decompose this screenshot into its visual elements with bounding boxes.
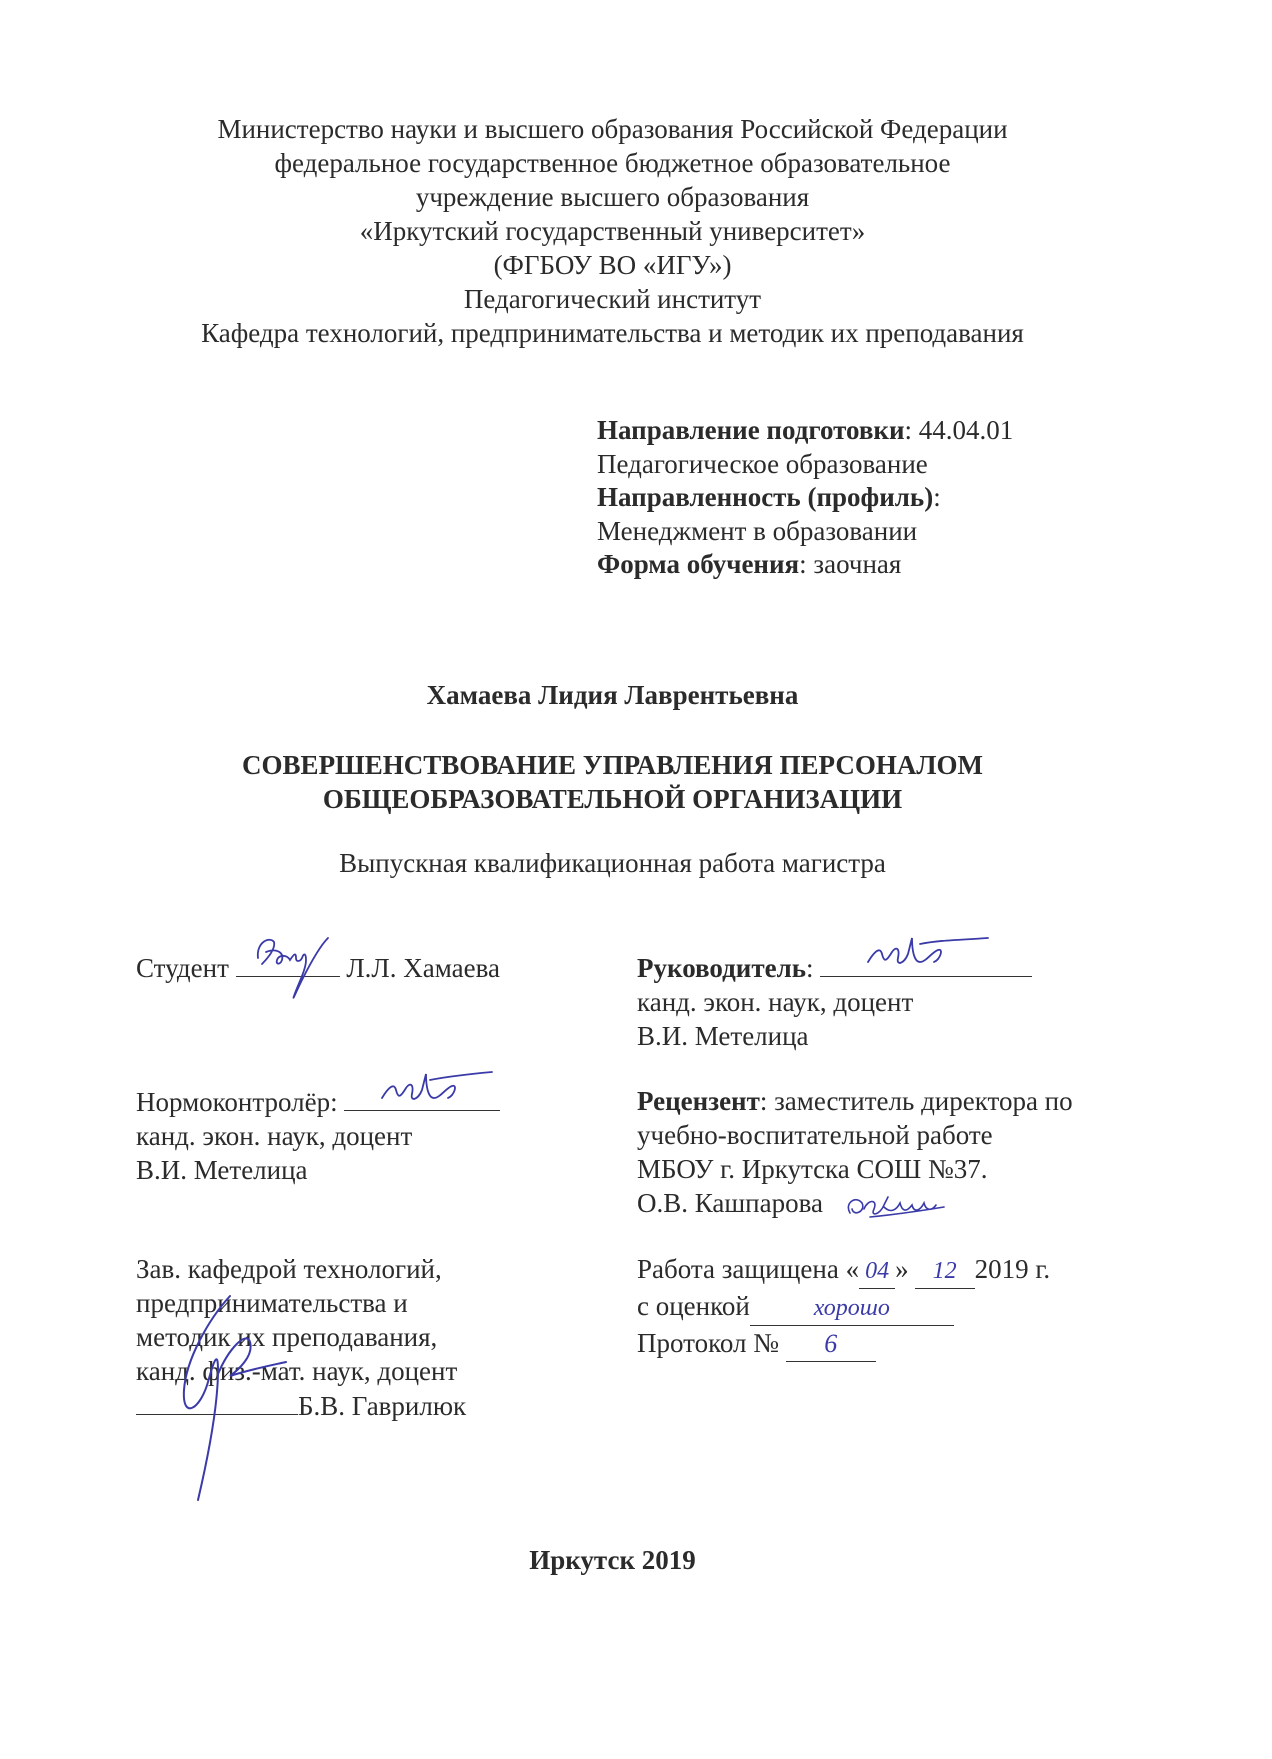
institution-type-line: федеральное государственное бюджетное образовательное <box>274 148 951 178</box>
reviewer-block <box>637 1084 1073 1223</box>
direction-code: : 44.04.01 <box>904 415 1014 445</box>
form-label: Форма обучения <box>597 549 800 579</box>
reviewer-row <box>637 1084 1073 1118</box>
protocol-label: Протокол № <box>637 1328 779 1358</box>
defense-date-row <box>637 1252 1050 1289</box>
head-line-4: канд. физ.-мат. наук, доцент <box>136 1356 458 1386</box>
profile-colon: : <box>933 482 941 512</box>
university-name: «Иркутский государственный университет» <box>359 216 866 246</box>
defense-block <box>637 1252 1050 1362</box>
head-line-2: предпринимательства и <box>136 1288 408 1318</box>
supervisor-label: Руководитель <box>637 953 807 983</box>
student-signature-line <box>236 950 340 977</box>
head-signature <box>168 1290 308 1510</box>
student-name: Л.Л. Хамаева <box>346 953 500 983</box>
head-line-1: Зав. кафедрой технологий, <box>136 1254 442 1284</box>
supervisor-name: В.И. Метелица <box>637 1021 809 1051</box>
defense-prefix: Работа защищена « <box>637 1254 860 1284</box>
supervisor-row <box>637 950 1032 985</box>
university-abbr: (ФГБОУ ВО «ИГУ») <box>493 250 732 280</box>
head-line-3: методик их преподавания, <box>136 1322 438 1352</box>
reviewer-label: Рецензент <box>637 1086 760 1116</box>
defense-day: 04 <box>859 1254 895 1289</box>
ministry-line: Министерство науки и высшего образования Российской Федерации <box>217 114 1008 144</box>
thesis-title-line-1: СОВЕРШЕНСТВОВАНИЕ УПРАВЛЕНИЯ ПЕРСОНАЛОМ <box>242 750 983 780</box>
reviewer-name: О.В. Кашпарова <box>637 1188 823 1218</box>
reviewer-position-1: : заместитель директора по <box>759 1086 1073 1116</box>
city-year: Иркутск 2019 <box>529 1545 696 1575</box>
supervisor-signature-line <box>820 950 1032 977</box>
normcontrol-block <box>136 1084 500 1187</box>
profile-name: Менеджмент в образовании <box>597 515 918 546</box>
supervisor-signature <box>860 932 1000 982</box>
grade-label: с оценкой <box>637 1291 750 1321</box>
form-row <box>597 548 1013 582</box>
direction-name: Педагогическое образование <box>597 448 928 479</box>
student-signature <box>236 928 346 1008</box>
direction-label: Направление подготовки <box>597 415 905 445</box>
thesis-type: Выпускная квалификационная работа магистра <box>339 848 886 878</box>
profile-label: Направленность (профиль) <box>597 482 934 512</box>
reviewer-signature <box>840 1189 950 1223</box>
defense-grade-row <box>637 1289 1050 1326</box>
student-block <box>136 950 500 985</box>
normcontrol-degree: канд. экон. наук, доцент <box>136 1121 413 1151</box>
normcontrol-row <box>136 1084 500 1119</box>
thesis-title <box>0 748 1225 816</box>
profile-row <box>597 481 1013 515</box>
defense-year: 2019 г. <box>974 1254 1051 1284</box>
direction-row <box>597 414 1013 448</box>
defense-mid: » <box>895 1254 909 1284</box>
supervisor-block <box>637 950 1032 1053</box>
thesis-title-line-2: ОБЩЕОБРАЗОВАТЕЛЬНОЙ ОРГАНИЗАЦИИ <box>322 784 903 814</box>
defense-month: 12 <box>915 1254 975 1289</box>
program-info <box>597 414 1013 582</box>
reviewer-name-row <box>637 1186 1073 1223</box>
institution-header <box>0 112 1225 350</box>
normcontrol-name: В.И. Метелица <box>136 1155 308 1185</box>
reviewer-position-2: учебно-воспитательной работе <box>637 1120 993 1150</box>
form-value: : заочная <box>799 549 902 579</box>
normcontrol-signature <box>374 1064 514 1114</box>
protocol-number: 6 <box>786 1327 876 1362</box>
supervisor-degree: канд. экон. наук, доцент <box>637 987 914 1017</box>
student-label: Студент <box>136 953 229 983</box>
supervisor-colon: : <box>806 953 814 983</box>
normcontrol-label: Нормоконтролёр: <box>136 1087 338 1117</box>
institute-name: Педагогический институт <box>463 284 762 314</box>
department-name: Кафедра технологий, предпринимательства и методик их преподавания <box>201 318 1024 348</box>
grade-value: хорошо <box>750 1291 954 1326</box>
normcontrol-signature-line <box>344 1084 500 1111</box>
author-name: Хамаева Лидия Лаврентьевна <box>426 680 799 710</box>
head-name: Б.В. Гаврилюк <box>298 1391 467 1421</box>
reviewer-position-3: МБОУ г. Иркутска СОШ №37. <box>637 1154 988 1184</box>
institution-type-line-2: учреждение высшего образования <box>415 182 810 212</box>
protocol-row <box>637 1326 1050 1362</box>
